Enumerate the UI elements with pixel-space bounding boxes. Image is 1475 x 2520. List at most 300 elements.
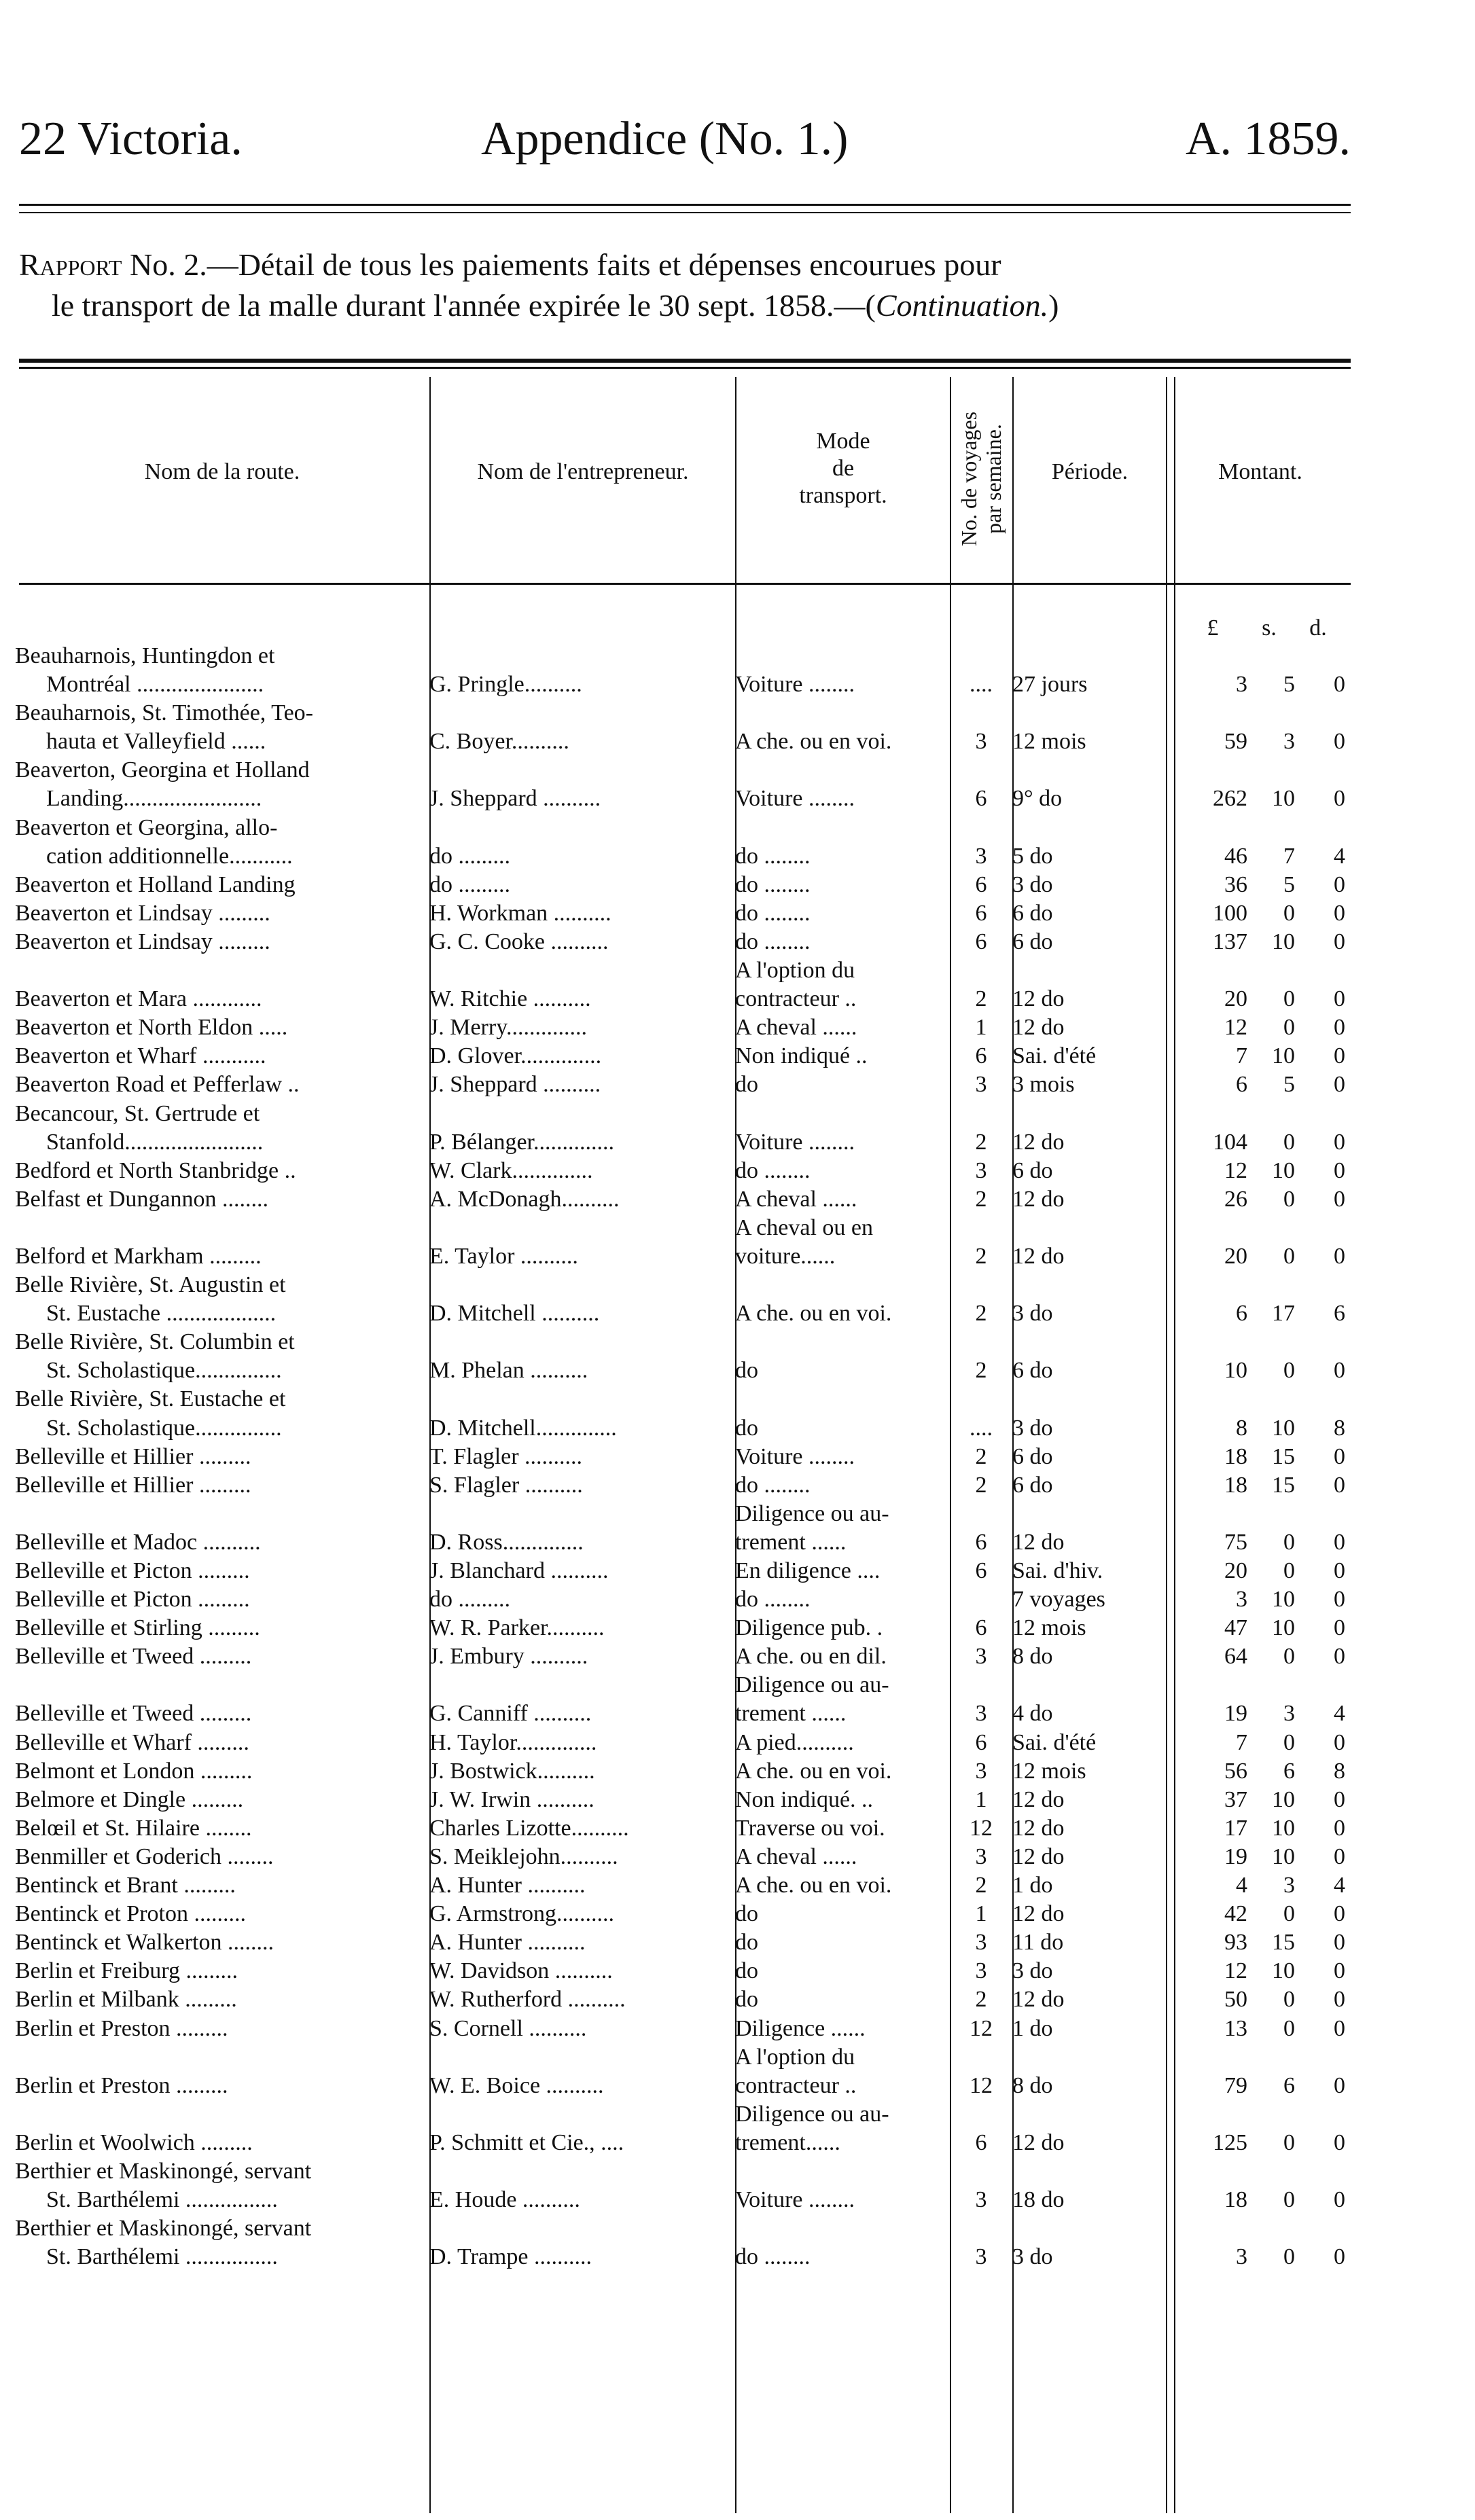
voyages-cell: 3 [975, 1072, 987, 1098]
transport-mode-line: A che. ou en voi. [735, 1873, 892, 1898]
transport-mode-cell [735, 2100, 950, 2157]
amount-shillings-cell: 0 [1283, 1186, 1295, 1212]
route-name-line: Belleville et Hillier ......... [15, 1472, 251, 1498]
route-name-line: St. Barthélemi ................ [46, 2187, 278, 2213]
period-cell: Sai. d'hiv. [1012, 1558, 1103, 1583]
transport-mode-line: A cheval ...... [735, 1843, 857, 1869]
amount-pounds-cell: 18 [1224, 1443, 1247, 1469]
amount-pence-cell: 4 [1334, 843, 1345, 869]
amount-pence-cell: 0 [1334, 2129, 1345, 2155]
route-cell [15, 2157, 429, 2214]
caption-rule-bottom [19, 367, 1351, 369]
amount-pence-cell: 0 [1334, 672, 1345, 698]
table-row [15, 2157, 1345, 2214]
transport-mode-line: Voiture ........ [735, 2187, 855, 2213]
table-row [15, 1900, 1345, 1928]
amount-shillings-cell: 10 [1272, 786, 1295, 812]
voyages-cell: 2 [975, 1186, 987, 1212]
contractor-cell: A. McDonagh.......... [429, 1186, 620, 1212]
amount-pounds-cell: 17 [1224, 1815, 1247, 1841]
col-header-mode [736, 428, 950, 509]
table-row [15, 1013, 1345, 1042]
amount-pence-cell: 0 [1334, 1043, 1345, 1069]
route-name-line: Berthier et Maskinongé, servant [15, 2216, 312, 2242]
route-cell [15, 1271, 429, 1328]
col-header-voyages [951, 380, 1011, 577]
route-name-line: Belford et Markham ......... [15, 1243, 262, 1269]
amount-pounds-cell: 64 [1224, 1644, 1247, 1670]
voyages-cell [950, 1585, 1012, 1614]
transport-mode-line: Diligence ou au- [735, 1500, 889, 1526]
voyages-cell: .... [970, 1415, 993, 1441]
contractor-cell: S. Flagler .......... [429, 1472, 583, 1498]
running-header [19, 105, 1351, 180]
table-row [15, 1100, 1345, 1157]
amount-shillings-cell: 0 [1283, 2244, 1295, 2270]
col-header-voyages-2: par semaine. [981, 424, 1006, 534]
transport-mode-cell [735, 814, 950, 871]
transport-mode-cell [735, 1214, 950, 1271]
voyages-cell: 3 [975, 1843, 987, 1869]
amount-shillings-cell: 6 [1283, 1758, 1295, 1784]
contractor-cell: G. Pringle.......... [429, 672, 582, 698]
transport-mode-cell [735, 1271, 950, 1328]
route-name-line: St. Scholastique............... [46, 1415, 282, 1441]
amount-shillings-cell: 10 [1272, 1786, 1295, 1812]
contractor-cell: D. Mitchell .......... [429, 1301, 600, 1327]
table-row [15, 2214, 1345, 2271]
amount-shillings-cell: 10 [1272, 1043, 1295, 1069]
amount-pounds-cell: 20 [1224, 1558, 1247, 1583]
route-cell [15, 1328, 429, 1385]
transport-mode-cell [735, 1070, 950, 1099]
transport-mode-line: do ........ [735, 1472, 811, 1498]
route-cell [15, 1757, 429, 1786]
period-cell: 3 do [1012, 2244, 1053, 2270]
route-name-line: Berlin et Milbank ......... [15, 1987, 237, 2013]
table-row [15, 2100, 1345, 2157]
contractor-cell: Charles Lizotte.......... [429, 1815, 629, 1841]
amount-pounds-cell: 75 [1224, 1529, 1247, 1555]
period-cell: 8 do [1012, 2072, 1053, 2098]
route-name-line: Bedford et North Stanbridge .. [15, 1157, 296, 1183]
route-cell [15, 1471, 429, 1500]
amount-pounds-cell: 262 [1213, 786, 1247, 812]
period-cell: 12 do [1012, 1186, 1065, 1212]
table-row [15, 814, 1345, 871]
table-row [15, 1385, 1345, 1442]
transport-mode-cell [735, 1871, 950, 1900]
contractor-cell: E. Taylor .......... [429, 1243, 578, 1269]
voyages-cell: 6 [975, 1558, 987, 1583]
period-cell: 12 do [1012, 986, 1065, 1012]
contractor-cell: do ......... [429, 871, 510, 897]
contractor-cell: D. Trampe .......... [429, 2244, 592, 2270]
route-name-line: Beaverton et Lindsay ......... [15, 900, 270, 926]
route-cell [15, 928, 429, 956]
route-name-line: Bentinck et Brant ......... [15, 1873, 236, 1898]
voyages-cell: 3 [975, 1758, 987, 1784]
contractor-cell: J. Merry.............. [429, 1015, 587, 1041]
transport-mode-cell [735, 1843, 950, 1871]
table-row [15, 1328, 1345, 1385]
route-cell [15, 1614, 429, 1642]
transport-mode-line: do ........ [735, 871, 811, 897]
amount-pounds-cell: 18 [1224, 2187, 1247, 2213]
table-row [15, 699, 1345, 756]
transport-mode-line: A cheval ...... [735, 1015, 857, 1041]
route-cell [15, 1729, 429, 1757]
route-name-line: Berlin et Preston ......... [15, 2015, 228, 2041]
transport-mode-line: do [735, 1415, 758, 1441]
column-header-rule [19, 583, 1351, 585]
period-cell: 1 do [1012, 1873, 1053, 1898]
table-row [15, 1070, 1345, 1099]
table-row [15, 1957, 1345, 1985]
route-cell [15, 1385, 429, 1442]
table-row [15, 1671, 1345, 1728]
contractor-cell: P. Schmitt et Cie., .... [429, 2129, 624, 2155]
amount-shillings-cell: 3 [1283, 1873, 1295, 1898]
transport-mode-line: Traverse ou voi. [735, 1815, 885, 1841]
amount-shillings-cell: 3 [1283, 729, 1295, 755]
route-name-line: Belleville et Madoc .......... [15, 1529, 261, 1555]
period-cell: 3 do [1012, 1958, 1053, 1984]
contractor-cell: A. Hunter .......... [429, 1930, 586, 1956]
contractor-cell: W. Davidson .......... [429, 1958, 613, 1984]
amount-shillings-cell: 0 [1283, 986, 1295, 1012]
period-cell: 3 do [1012, 1301, 1053, 1327]
contractor-cell: H. Workman .......... [429, 900, 611, 926]
contractor-cell: S. Cornell .......... [429, 2015, 587, 2041]
voyages-cell: 2 [975, 1358, 987, 1384]
route-name-line: Berlin et Woolwich ......... [15, 2129, 253, 2155]
transport-mode-cell [735, 2015, 950, 2043]
amount-shillings-cell: 0 [1283, 2015, 1295, 2041]
contractor-cell: P. Bélanger.............. [429, 1129, 614, 1155]
amount-pence-cell: 0 [1334, 786, 1345, 812]
amount-shillings-cell: 0 [1283, 2187, 1295, 2213]
table-row [15, 2043, 1345, 2100]
contractor-cell: S. Meiklejohn.......... [429, 1843, 618, 1869]
amount-pence-cell: 0 [1334, 871, 1345, 897]
transport-mode-cell [735, 699, 950, 756]
amount-pence-cell: 0 [1334, 1987, 1345, 2013]
transport-mode-line: do ........ [735, 900, 811, 926]
amount-pounds-cell: 93 [1224, 1930, 1247, 1956]
currency-shillings: s. [1262, 615, 1277, 641]
transport-mode-cell [735, 1814, 950, 1843]
amount-shillings-cell: 15 [1272, 1472, 1295, 1498]
route-cell [15, 1928, 429, 1957]
amount-shillings-cell: 10 [1272, 929, 1295, 954]
transport-mode-line: A che. ou en voi. [735, 729, 892, 755]
voyages-cell: 1 [975, 1015, 987, 1041]
amount-shillings-cell: 5 [1283, 672, 1295, 698]
transport-mode-cell [735, 1471, 950, 1500]
transport-mode-cell [735, 1385, 950, 1442]
route-cell [15, 814, 429, 871]
voyages-cell: 2 [975, 1301, 987, 1327]
period-cell: 12 do [1012, 1529, 1065, 1555]
route-cell [15, 956, 429, 1013]
transport-mode-cell [735, 1671, 950, 1728]
amount-pounds-cell: 6 [1236, 1072, 1247, 1098]
route-name-line: Belle Rivière, St. Eustache et [15, 1386, 286, 1412]
transport-mode-cell [735, 1900, 950, 1928]
transport-mode-cell [735, 642, 950, 699]
amount-pounds-cell: 7 [1236, 1729, 1247, 1755]
voyages-cell: 3 [975, 1958, 987, 1984]
table-row [15, 928, 1345, 956]
amount-shillings-cell: 5 [1283, 1072, 1295, 1098]
contractor-cell: W. Clark.............. [429, 1157, 593, 1183]
transport-mode-cell [735, 1100, 950, 1157]
amount-pence-cell: 0 [1334, 1901, 1345, 1927]
amount-pence-cell: 0 [1334, 1443, 1345, 1469]
table-row [15, 1443, 1345, 1471]
table-row [15, 1871, 1345, 1900]
transport-mode-line: Voiture ........ [735, 672, 855, 698]
amount-pounds-cell: 79 [1224, 2072, 1247, 2098]
route-cell [15, 1585, 429, 1614]
transport-mode-cell [735, 1042, 950, 1070]
route-name-line: Beaverton et Wharf ........... [15, 1043, 266, 1069]
amount-pence-cell: 0 [1334, 1186, 1345, 1212]
transport-mode-line: do ........ [735, 1587, 811, 1613]
amount-pounds-cell: 18 [1224, 1472, 1247, 1498]
amount-pence-cell: 4 [1334, 1701, 1345, 1727]
table-row [15, 642, 1345, 699]
transport-mode-line: do ........ [735, 2244, 811, 2270]
route-cell [15, 1157, 429, 1185]
table-row [15, 871, 1345, 899]
route-cell [15, 756, 429, 813]
table-row [15, 1642, 1345, 1671]
caption-label: Rapport [19, 247, 122, 282]
route-name-line: Belmont et London ......... [15, 1758, 253, 1784]
voyages-cell: 6 [975, 900, 987, 926]
amount-pounds-cell: 10 [1224, 1358, 1247, 1384]
amount-pence-cell: 0 [1334, 2244, 1345, 2270]
route-cell [15, 1843, 429, 1871]
transport-mode-line: Voiture ........ [735, 1443, 855, 1469]
currency-pounds: £ [1207, 615, 1219, 641]
transport-mode-line: trement ...... [735, 1529, 847, 1555]
amount-pence-cell: 0 [1334, 1558, 1345, 1583]
table-row [15, 1786, 1345, 1814]
route-cell [15, 1100, 429, 1157]
transport-mode-cell [735, 2214, 950, 2271]
route-cell [15, 1070, 429, 1099]
route-name-line: Belleville et Picton ......... [15, 1558, 250, 1583]
transport-mode-line: voiture...... [735, 1243, 836, 1269]
voyages-cell: 6 [975, 786, 987, 812]
col-header-mode-2: de [832, 456, 855, 481]
period-cell: 7 voyages [1012, 1587, 1105, 1613]
transport-mode-line: Diligence ou au- [735, 1672, 889, 1698]
amount-pounds-cell: 36 [1224, 871, 1247, 897]
period-cell: 12 mois [1012, 729, 1086, 755]
transport-mode-line: A che. ou en dil. [735, 1644, 887, 1670]
caption-emphasis: Continuation. [875, 288, 1049, 323]
amount-shillings-cell: 3 [1283, 1701, 1295, 1727]
contractor-cell: W. R. Parker.......... [429, 1615, 605, 1641]
table-row [15, 1843, 1345, 1871]
route-name-line: Belle Rivière, St. Augustin et [15, 1272, 286, 1298]
table-row [15, 1928, 1345, 1957]
transport-mode-line: Diligence ...... [735, 2015, 866, 2041]
voyages-cell: 6 [975, 1729, 987, 1755]
amount-pence-cell: 0 [1334, 1930, 1345, 1956]
period-cell: 12 do [1012, 2129, 1065, 2155]
period-cell: 6 do [1012, 1472, 1053, 1498]
route-cell [15, 2043, 429, 2100]
route-name-line: Belleville et Tweed ......... [15, 1701, 252, 1727]
transport-mode-cell [735, 956, 950, 1013]
header-left: 22 Victoria. [19, 113, 243, 165]
caption-line-2-suffix: ) [1048, 288, 1059, 323]
amount-pounds-cell: 7 [1236, 1043, 1247, 1069]
transport-mode-cell [735, 1729, 950, 1757]
period-cell: 6 do [1012, 1443, 1053, 1469]
contractor-cell: J. Sheppard .......... [429, 786, 601, 812]
period-cell: Sai. d'été [1012, 1043, 1097, 1069]
contractor-cell: G. Canniff .......... [429, 1701, 592, 1727]
transport-mode-line: do [735, 1958, 758, 1984]
period-cell: 3 do [1012, 1415, 1053, 1441]
amount-pence-cell: 8 [1334, 1415, 1345, 1441]
amount-pounds-cell: 19 [1224, 1701, 1247, 1727]
contractor-cell: J. Blanchard .......... [429, 1558, 609, 1583]
period-cell: 11 do [1012, 1930, 1064, 1956]
col-header-contractor: Nom de l'entrepreneur. [477, 459, 689, 484]
route-cell [15, 1957, 429, 1985]
route-name-line: Montréal ...................... [46, 672, 264, 698]
amount-pence-cell: 0 [1334, 1243, 1345, 1269]
route-name-line: Beaverton Road et Pefferlaw .. [15, 1072, 300, 1098]
transport-mode-cell [735, 1157, 950, 1185]
amount-shillings-cell: 0 [1283, 1987, 1295, 2013]
route-name-line: Belle Rivière, St. Columbin et [15, 1329, 295, 1355]
contractor-cell: W. Ritchie .......... [429, 986, 591, 1012]
period-cell: 12 do [1012, 1786, 1065, 1812]
amount-shillings-cell: 0 [1283, 1901, 1295, 1927]
transport-mode-cell [735, 1013, 950, 1042]
period-cell: 9° do [1012, 786, 1063, 812]
amount-pounds-cell: 8 [1236, 1415, 1247, 1441]
amount-pence-cell: 0 [1334, 1129, 1345, 1155]
voyages-cell: 3 [975, 1157, 987, 1183]
amount-pounds-cell: 20 [1224, 986, 1247, 1012]
voyages-cell: 6 [975, 1529, 987, 1555]
amount-shillings-cell: 6 [1283, 2072, 1295, 2098]
amount-pence-cell: 0 [1334, 2187, 1345, 2213]
amount-pounds-cell: 47 [1224, 1615, 1247, 1641]
header-rule-bottom [19, 212, 1351, 213]
route-cell [15, 871, 429, 899]
route-name-line: Belleville et Stirling ......... [15, 1615, 260, 1641]
amount-shillings-cell: 17 [1272, 1301, 1295, 1327]
route-cell [15, 1214, 429, 1271]
amount-pence-cell: 0 [1334, 1015, 1345, 1041]
route-name-line: Beaverton et Georgina, allo- [15, 814, 278, 840]
route-cell [15, 1500, 429, 1557]
contractor-cell: D. Ross.............. [429, 1529, 584, 1555]
voyages-cell: 2 [975, 1873, 987, 1898]
amount-pounds-cell: 3 [1236, 1587, 1247, 1613]
route-name-line: Belleville et Wharf ......... [15, 1729, 249, 1755]
amount-pence-cell: 0 [1334, 1472, 1345, 1498]
route-name-line: Beaverton et Lindsay ......... [15, 929, 270, 954]
transport-mode-line: Voiture ........ [735, 1129, 855, 1155]
caption-line-1 [19, 245, 1351, 285]
period-cell: 12 do [1012, 1243, 1065, 1269]
route-cell [15, 1871, 429, 1900]
table-row [15, 1614, 1345, 1642]
amount-shillings-cell: 0 [1283, 1129, 1295, 1155]
contractor-cell: do ......... [429, 843, 510, 869]
contractor-cell: J. Bostwick.......... [429, 1758, 595, 1784]
route-name-line: Bentinck et Proton ......... [15, 1901, 246, 1927]
transport-mode-cell [735, 1614, 950, 1642]
transport-mode-line: contracteur .. [735, 2072, 857, 2098]
period-cell: 3 do [1012, 871, 1053, 897]
route-cell [15, 1985, 429, 2014]
amount-shillings-cell: 10 [1272, 1958, 1295, 1984]
report-caption [19, 245, 1351, 326]
period-cell: 5 do [1012, 843, 1053, 869]
amount-pounds-cell: 125 [1213, 2129, 1247, 2155]
transport-mode-cell [735, 1642, 950, 1671]
transport-mode-cell [735, 2157, 950, 2214]
header-right: A. 1859. [1185, 113, 1351, 165]
transport-mode-line: do ........ [735, 929, 811, 954]
amount-pence-cell: 0 [1334, 1843, 1345, 1869]
amount-pence-cell: 0 [1334, 2072, 1345, 2098]
amount-pounds-cell: 3 [1236, 2244, 1247, 2270]
route-name-line: Beaverton et North Eldon ..... [15, 1015, 288, 1041]
contractor-cell: J. Sheppard .......... [429, 1072, 601, 1098]
route-cell [15, 1557, 429, 1585]
transport-mode-line: Diligence pub. . [735, 1615, 883, 1641]
voyages-cell: 3 [975, 1644, 987, 1670]
route-name-line: Benmiller et Goderich ........ [15, 1843, 274, 1869]
voyages-cell: 6 [975, 929, 987, 954]
voyages-cell: 6 [975, 1615, 987, 1641]
amount-pence-cell: 0 [1334, 729, 1345, 755]
contractor-cell: D. Glover.............. [429, 1043, 602, 1069]
voyages-cell: 3 [975, 1930, 987, 1956]
col-header-period: Période. [1051, 459, 1129, 484]
route-cell [15, 1013, 429, 1042]
amount-pounds-cell: 13 [1224, 2015, 1247, 2041]
period-cell: 12 mois [1012, 1615, 1086, 1641]
amount-pounds-cell: 42 [1224, 1901, 1247, 1927]
route-name-line: Belleville et Hillier ......... [15, 1443, 251, 1469]
route-cell [15, 1642, 429, 1671]
amount-pounds-cell: 19 [1224, 1843, 1247, 1869]
currency-pence: d. [1309, 615, 1327, 641]
route-name-line: Berlin et Preston ......... [15, 2072, 228, 2098]
period-cell: 8 do [1012, 1644, 1053, 1670]
table-row [15, 1585, 1345, 1614]
period-cell: 6 do [1012, 929, 1053, 954]
table-row [15, 1557, 1345, 1585]
amount-shillings-cell: 10 [1272, 1415, 1295, 1441]
table-row [15, 899, 1345, 928]
voyages-cell: 2 [975, 1472, 987, 1498]
